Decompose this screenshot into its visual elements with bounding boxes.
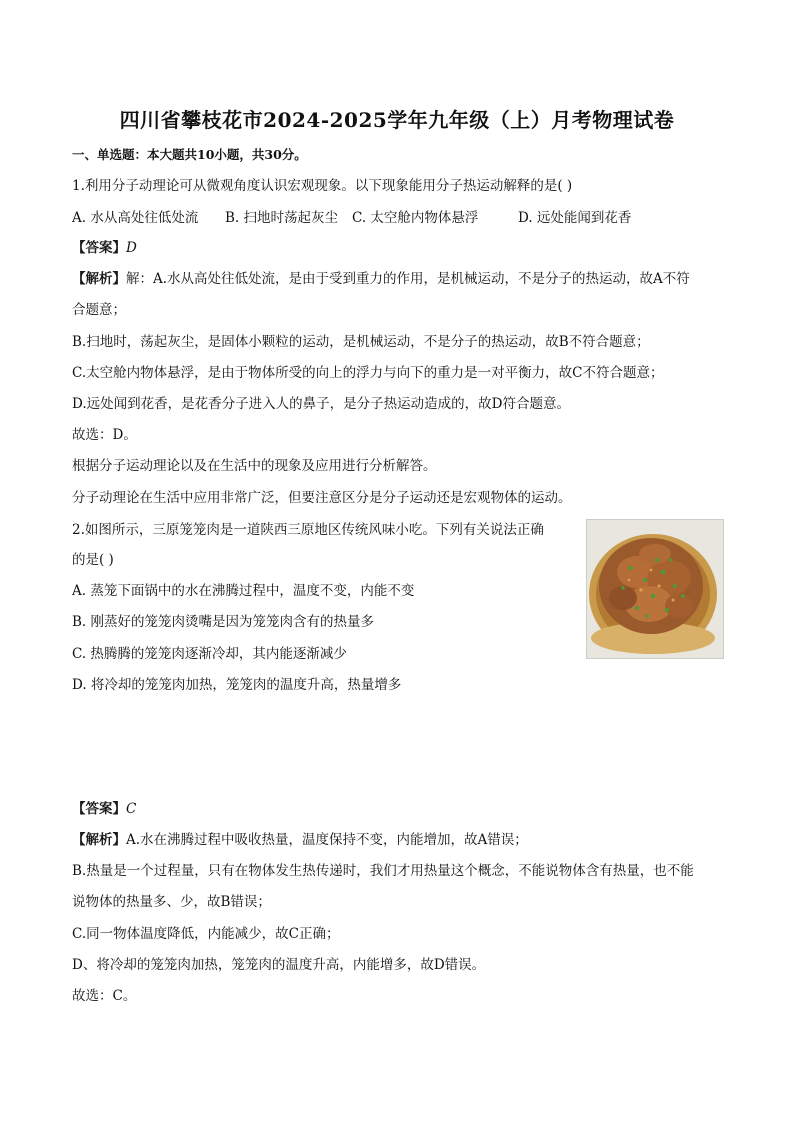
answer-value: D (126, 240, 137, 256)
q1-option-a: A. 水从高处往低处流 (72, 210, 199, 226)
q1-analysis-line-8: 分子动理论在生活中应用非常广泛，但要注意区分是分子运动还是宏观物体的运动。 (72, 490, 572, 506)
section-heading: 一、单选题：本大题共10小题，共30分。 (72, 147, 307, 162)
q2-analysis-line-4: C.同一物体温度降低，内能减少，故C正确； (72, 926, 340, 942)
q1-answer (72, 238, 137, 258)
steamed-pork-photo (586, 519, 724, 659)
q1-options (72, 208, 631, 228)
q2-option-d: D. 将冷却的笼笼肉加热，笼笼肉的温度升高，热量增多 (72, 677, 402, 693)
q2-analysis-line-3: 说物体的热量多、少，故B错误； (72, 894, 271, 910)
q1-analysis-line-5: D.远处闻到花香，是花香分子进入人的鼻子，是分子热运动造成的，故D符合题意。 (72, 396, 570, 412)
analysis-tag: 【解析】 (72, 832, 126, 848)
q2-stem-line-2: 的是( ) (72, 552, 114, 568)
analysis-text: A.水在沸腾过程中吸收热量，温度保持不变，内能增加，故A错误； (126, 832, 528, 848)
q2-analysis-line-5: D、将冷却的笼笼肉加热，笼笼肉的温度升高，内能增多，故D错误。 (72, 957, 486, 973)
answer-tag: 【答案】 (72, 240, 126, 256)
q2-stem-line-1: 2.如图所示，三原笼笼肉是一道陕西三原地区传统风味小吃。下列有关说法正确 (72, 522, 544, 538)
answer-value: C (126, 801, 137, 817)
analysis-text: 解：A.水从高处往低处流，是由于受到重力的作用，是机械运动，不是分子的热运动，故A不符 (126, 271, 690, 287)
q1-option-d: D. 远处能闻到花香 (518, 210, 632, 226)
q1-analysis-line-4: C.太空舱内物体悬浮，是由于物体所受的向上的浮力与向下的重力是一对平衡力，故C不符合题意； (72, 365, 664, 381)
answer-tag: 【答案】 (72, 801, 126, 817)
q2-analysis-line-1 (72, 830, 528, 850)
q1-analysis-line-7: 根据分子运动理论以及在生活中的现象及应用进行分析解答。 (72, 458, 437, 474)
q2-option-b: B. 刚蒸好的笼笼肉烫嘴是因为笼笼肉含有的热量多 (72, 614, 375, 630)
q1-stem: 1.利用分子动理论可从微观角度认识宏观现象。以下现象能用分子热运动解释的是( ) (72, 178, 573, 194)
analysis-tag: 【解析】 (72, 271, 126, 287)
q1-option-c: C. 太空舱内物体悬浮 (352, 210, 479, 226)
q1-analysis-line-2: 合题意； (72, 302, 126, 318)
exam-title: 四川省攀枝花市2024-2025学年九年级（上）月考物理试卷 (119, 108, 675, 132)
q1-analysis-line-1 (72, 269, 690, 289)
q2-analysis-line-2: B.热量是一个过程量，只有在物体发生热传递时，我们才用热量这个概念，不能说物体含有热量，也不能 (72, 863, 694, 879)
q2-option-a: A. 蒸笼下面锅中的水在沸腾过程中，温度不变，内能不变 (72, 583, 415, 599)
q2-option-c: C. 热腾腾的笼笼肉逐渐冷却，其内能逐渐减少 (72, 646, 347, 662)
q1-analysis-line-3: B.扫地时，荡起灰尘，是固体小颗粒的运动，是机械运动，不是分子的热运动，故B不符合题意； (72, 334, 650, 350)
q1-option-b: B. 扫地时荡起灰尘 (225, 210, 339, 226)
q2-answer (72, 799, 136, 819)
q2-analysis-line-6: 故选：C。 (72, 988, 137, 1004)
q1-analysis-line-6: 故选：D。 (72, 427, 137, 443)
